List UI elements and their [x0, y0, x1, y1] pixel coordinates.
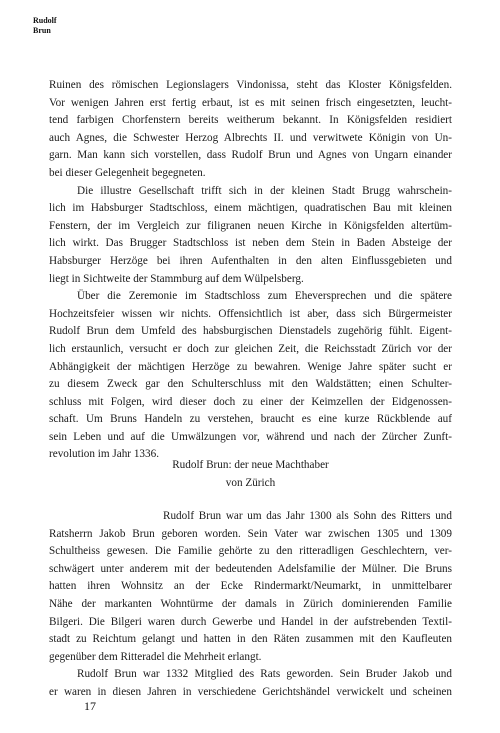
running-head: [33, 16, 57, 36]
text-line: Abhängigkeit der mächtigen Herzöge zu bewahren. Wenige Jahre später sucht er: [49, 360, 452, 373]
text-line: bei dieser Gelegenheit begegneten.: [49, 166, 206, 179]
text-line: gegenüber dem Ritteradel die Mehrheit erlangt.: [49, 650, 262, 663]
text-line: Habsburger Herzöge bei ihren Aufenthalten in den alten Einflussgebieten und: [49, 254, 452, 267]
text-line: Nähe der markanten Wohntürme der damals in Zürich dominierenden Familie: [49, 597, 452, 610]
paragraph: [49, 288, 452, 464]
text-line: schwägert unter anderem mit der bedeutenden Adelsfamilie der Mülner. Die Bruns: [49, 562, 452, 575]
text-line: schluss mit Folgen, wird dieser doch zu einer der Keimzellen der Eidgenossen-: [49, 395, 452, 408]
text-line: Über die Zeremonie im Stadtschloss zum Eheversprechen und die spätere: [77, 290, 452, 303]
text-line: Rudolf Brun war um das Jahr 1300 als Sohn des Ritters und: [163, 510, 452, 522]
paragraph: [49, 77, 452, 183]
text-line: garn. Man kann sich vorstellen, dass Rudolf Brun und Agnes von Ungarn einander: [49, 149, 452, 162]
running-head-line-2: Brun: [33, 26, 51, 35]
section-heading: [49, 457, 452, 492]
text-line: Hochzeitsfeier wissen wir nichts. Offensichtlich ist aber, dass sich Bürgermeister: [49, 307, 452, 320]
text-line: Die illustre Gesellschaft trifft sich in der kleinen Stadt Brugg wahrschein-: [77, 184, 452, 197]
text-line: er waren in diesen Jahren in verschiedene Gerichtshändel verwickelt und scheinen: [49, 685, 452, 698]
text-line: auch Agnes, die Schwester Herzog Albrechts II. und verwitwete Königin von Un-: [49, 131, 452, 144]
text-line: lich im Habsburger Stadtschloss, einem mächtigen, quadratischen Bau mit kleinen: [49, 202, 452, 215]
running-head-line-1: Rudolf: [33, 16, 57, 25]
text-line: zu diesem Zweck gar den Schulterschluss mit den Waldstätten; einen Schulter-: [49, 378, 452, 391]
paragraph: [49, 508, 452, 526]
text-line: Fenstern, der im Vergleich zur filigranen neuen Kirche in Königsfelden altertüm-: [49, 219, 452, 232]
text-line: hatten ihren Wohnsitz an der Ecke Rindermarkt/Neumarkt, in unmittelbarer: [49, 580, 452, 593]
text-line: sein Leben und auf die Umwälzungen vor, während und nach der Zürcher Zunft-: [49, 430, 452, 443]
text-line: schaft. Um Bruns Handeln zu verstehen, braucht es eine kurze Rückblende auf: [49, 413, 452, 426]
paragraph: [49, 666, 452, 701]
text-line: Bilgeri. Die Bilgeri waren durch Gewerbe und Handel in der aufstrebenden Textil-: [49, 615, 452, 628]
section-heading-line-2: von Zürich: [225, 476, 276, 489]
text-line: Rudolf Brun dem Umfeld des habsburgischen Dienstadels zugehörig fühlt. Eigent-: [49, 325, 452, 338]
section-heading-line-1: Rudolf Brun: der neue Machthaber: [172, 459, 329, 471]
text-line: stadt zu Reichtum gelangt und hatten in den Räten zusammen mit den Kaufleuten: [49, 633, 452, 646]
paragraph: [49, 183, 452, 289]
body-text-top: [49, 77, 452, 464]
page-number: 17: [84, 699, 96, 713]
text-line: Ruinen des römischen Legionslagers Vindonissa, steht das Kloster Königsfelden.: [49, 79, 452, 91]
paragraph: [49, 526, 452, 667]
text-line: Ratsherrn Jakob Brun geboren worden. Sein Vater war zwischen 1305 und 1309: [49, 527, 452, 540]
text-line: lich erstaunlich, versucht er doch zur gleichen Zeit, die Reichsstadt Zürich vor der: [49, 342, 452, 355]
text-line: revolution im Jahr 1336.: [49, 448, 159, 461]
text-line: tend farbigen Chorfenstern bereits weitherum bekannt. In Königsfelden residiert: [49, 114, 452, 127]
text-line: lich wirkt. Das Brugger Stadtschloss ist neben dem Stein in Baden Absteige der: [49, 237, 452, 250]
body-text-bottom: [49, 508, 452, 702]
text-line: liegt in Sichtweite der Stammburg auf dem Wülpelsberg.: [49, 272, 304, 285]
text-line: Schultheiss gewesen. Die Familie gehörte zu den ritteradligen Geschlechtern, ver-: [49, 545, 452, 558]
text-line: Vor wenigen Jahren erst fertig erbaut, ist es mit seinen frisch eingesetzten, leucht-: [49, 96, 452, 109]
text-line: Rudolf Brun war 1332 Mitglied des Rats geworden. Sein Bruder Jakob und: [77, 668, 452, 681]
